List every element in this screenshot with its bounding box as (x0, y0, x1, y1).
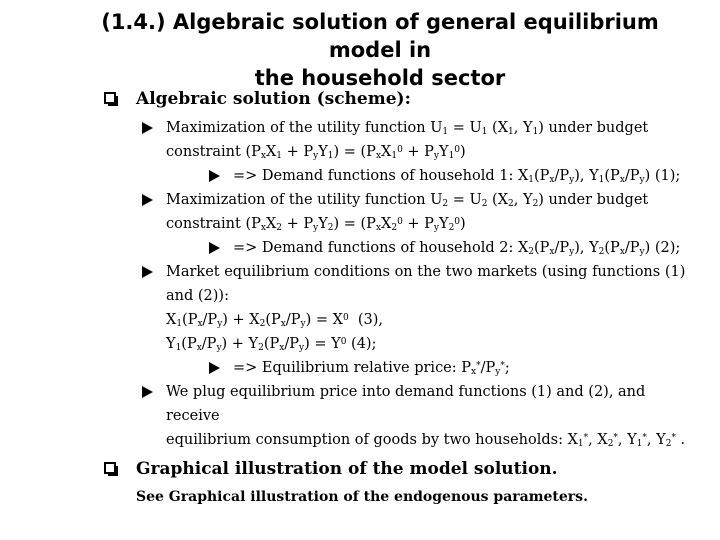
bullet-line: constraint $(P_xX_1 + P_yY_1) = (P_xX_1^0 + P_yY_1^0)$ (166, 144, 466, 162)
slide-content (102, 88, 702, 508)
equation-3: $X_1(P_x/P_y) + X_2(P_x/P_y) = X^0$ (3), (166, 312, 384, 330)
bullet-line: and (2)): (166, 288, 229, 304)
arrow-bullet-icon (209, 242, 220, 254)
slide-title (80, 8, 680, 92)
equation-4: $Y_1(P_x/P_y) + Y_2(P_x/P_y) = Y^0$ (4); (166, 336, 377, 354)
bullet-line: => Demand functions of household 1: $X_1(P_x/P_y)$, $Y_1(P_x/P_y)$ (1); (233, 168, 681, 186)
slide-title-line-1: (1.4.) Algebraic solution of general equilibrium model in (101, 10, 659, 62)
bullet-demand-household-1 (102, 164, 702, 188)
arrow-bullet-icon (142, 122, 153, 134)
slide-title-line-2: the household sector (254, 66, 506, 90)
section-heading-graphical: Graphical illustration of the model solution. (102, 458, 702, 480)
bullet-equilibrium-price (102, 356, 702, 380)
bullet-line: We plug equilibrium price into demand functions (1) and (2), and receive (166, 384, 646, 424)
bullet-line: Maximization of the utility function $U_2 = U_2$ ($X_2$, $Y_2$) under budget (166, 192, 649, 210)
arrow-bullet-icon (209, 362, 220, 374)
bullet-line: equilibrium consumption of goods by two households: $X_1^*$, $X_2^*$, $Y_1^*$, $Y_2^*$ . (166, 432, 686, 450)
bullet-maximization-household-1 (102, 116, 702, 164)
section-heading-algebraic: Algebraic solution (scheme): (102, 88, 702, 110)
checkbox-bullet-icon (104, 92, 116, 104)
arrow-bullet-icon (142, 386, 153, 398)
bullet-market-equilibrium (102, 260, 702, 308)
checkbox-bullet-icon (104, 462, 116, 474)
arrow-bullet-icon (142, 266, 153, 278)
bullet-equilibrium-consumption (102, 380, 702, 452)
bullet-demand-household-2 (102, 236, 702, 260)
bullet-maximization-household-2 (102, 188, 702, 236)
bullet-line: Maximization of the utility function $U_1 = U_1$ ($X_1$, $Y_1$) under budget (166, 120, 649, 138)
arrow-bullet-icon (209, 170, 220, 182)
bullet-line: constraint $(P_xX_2 + P_yY_2) = (P_xX_2^0 + P_yY_2^0)$ (166, 216, 466, 234)
graphical-reference-note: See Graphical illustration of the endogenous parameters. (136, 489, 588, 505)
bullet-line: => Demand functions of household 2: $X_2(P_x/P_y)$, $Y_2(P_x/P_y)$ (2); (233, 240, 681, 258)
bullet-line: Market equilibrium conditions on the two markets (using functions (1) (166, 264, 686, 280)
arrow-bullet-icon (142, 194, 153, 206)
bullet-line: => Equilibrium relative price: $P_x^*/P_y^*$; (233, 360, 510, 378)
